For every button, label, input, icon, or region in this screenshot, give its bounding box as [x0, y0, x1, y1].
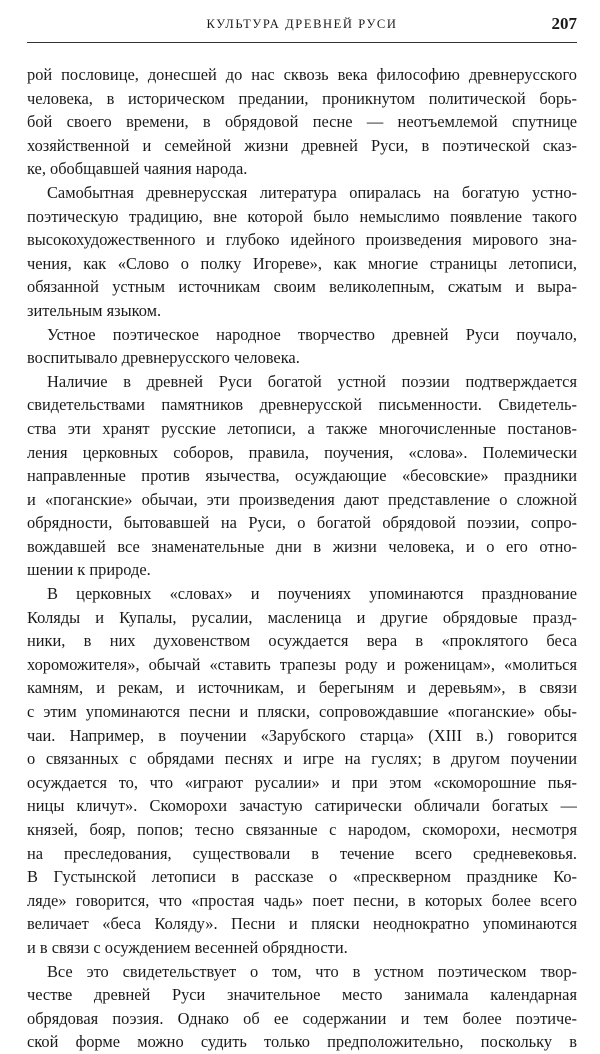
- text-line: ники, в них духовенством осуждается вера в «проклятого беса: [27, 631, 577, 651]
- text-line: вождавшей все знаменательные дни в жизни человека, и о его отно-: [27, 536, 577, 556]
- text-line: ления церковных соборов, правила, поучения, «слова». Полемически: [27, 442, 577, 462]
- text-line: о связанных с обрядами песнях и игре на гуслях; в другом поучении: [27, 749, 577, 769]
- text-line: и в связи с осуждением весенней обрядности.: [27, 937, 348, 957]
- text-line: Устное поэтическое народное творчество древней Руси поучало,: [47, 324, 577, 344]
- text-line: Все это свидетельствует о том, что в устном поэтическом твор-: [47, 961, 577, 981]
- text-line: направленные против язычества, осуждающие «бесовские» праздники: [27, 466, 577, 486]
- text-line: ке, обобщавшей чаяния народа.: [27, 159, 248, 179]
- paragraph: [27, 370, 577, 582]
- running-title: КУЛЬТУРА ДРЕВНЕЙ РУСИ: [206, 17, 398, 31]
- text-line: Самобытная древнерусская литература опиралась на богатую устно-: [47, 182, 577, 202]
- text-line: обрядовая поэзия. Однако об ее содержании и тем более поэтиче-: [27, 1008, 577, 1028]
- body-text: [27, 63, 577, 1054]
- text-line: В Густынской летописи в рассказе о «прескверном празднике Ко-: [27, 867, 577, 887]
- text-line: хороможителя», обычай «ставить трапезы роду и роженицам», «молиться: [27, 654, 577, 674]
- text-line: Наличие в древней Руси богатой устной поэзии подтверждается: [47, 371, 577, 391]
- text-line: хозяйственной и семейной жизни древней Руси, в поэтической сказ-: [27, 135, 577, 155]
- text-line: чаи. Например, в поучении «Зарубского старца» (XIII в.) говорится: [27, 725, 577, 745]
- paragraph: [27, 181, 577, 323]
- text-line: ства эти хранят русские летописи, а также многочисленные постанов-: [27, 418, 577, 438]
- text-line: высокохудожественного и глубоко идейного произведения мирового зна-: [27, 230, 577, 250]
- paragraph: [27, 63, 577, 181]
- text-line: ской форме можно судить только предположительно, поскольку в: [27, 1032, 577, 1052]
- text-line: и «поганские» обычаи, эти произведения дают представление о сложной: [27, 489, 577, 509]
- text-line: В церковных «словах» и поучениях упоминаются празднование: [47, 584, 577, 604]
- text-line: шении к природе.: [27, 560, 151, 580]
- paragraph: [27, 960, 577, 1054]
- text-line: камням, и рекам, и источникам, и берегыням и деревьям», в связи: [27, 678, 577, 698]
- text-line: князей, бояр, попов; тесно связанные с народом, скоморохи, несмотря: [27, 820, 577, 839]
- text-line: на преследования, существовали в течение всего средневековья.: [27, 843, 577, 863]
- paragraph: [27, 323, 577, 370]
- text-line: Коляды и Купалы, русалии, масленица и другие обрядовые празд-: [27, 607, 577, 627]
- text-line: рой пословице, донесшей до нас сквозь века философию древнерусского: [27, 65, 577, 84]
- text-line: чения, как «Слово о полку Игореве», как многие страницы летописи,: [27, 253, 577, 273]
- text-line: обязанной устным источникам своим великолепным, сжатым и выра-: [27, 277, 577, 297]
- text-line: величает «беса Коляду». Песни и пляски неоднократно упоминаются: [27, 914, 577, 934]
- text-line: честве древней Руси значительное место занимала календарная: [27, 985, 577, 1005]
- text-line: с этим упоминаются песни и пляски, сопровождавшие «поганские» обы-: [27, 702, 577, 722]
- text-line: воспитывало древнерусского человека.: [27, 348, 300, 368]
- text-line: свидетельствами памятников древнерусской письменности. Свидетель-: [27, 395, 577, 415]
- text-line: обрядности, бытовавшей на Руси, о богатой обрядовой поэзии, сопро-: [27, 513, 577, 533]
- text-line: ницы кличут». Скоморохи зачастую сатирически обличали богатых —: [27, 796, 577, 816]
- text-line: осуждается то, что «играют русалии» и при этом «скоморошние пья-: [27, 772, 577, 792]
- text-line: поэтическую традицию, вне которой было немыслимо появление такого: [27, 206, 577, 226]
- header-rule: [27, 42, 577, 43]
- paragraph: [27, 582, 577, 960]
- page-header: [27, 14, 577, 40]
- text-line: бой своего времени, в обрядовой песне — неотъемлемой спутнице: [27, 112, 577, 132]
- page-number: 207: [551, 14, 577, 33]
- text-line: зительным языком.: [27, 300, 162, 320]
- text-line: человека, в историческом предании, проникнутом политической борь-: [27, 88, 577, 108]
- text-line: ляде» говорится, что «простая чадь» поет песни, в которых более всего: [27, 890, 577, 910]
